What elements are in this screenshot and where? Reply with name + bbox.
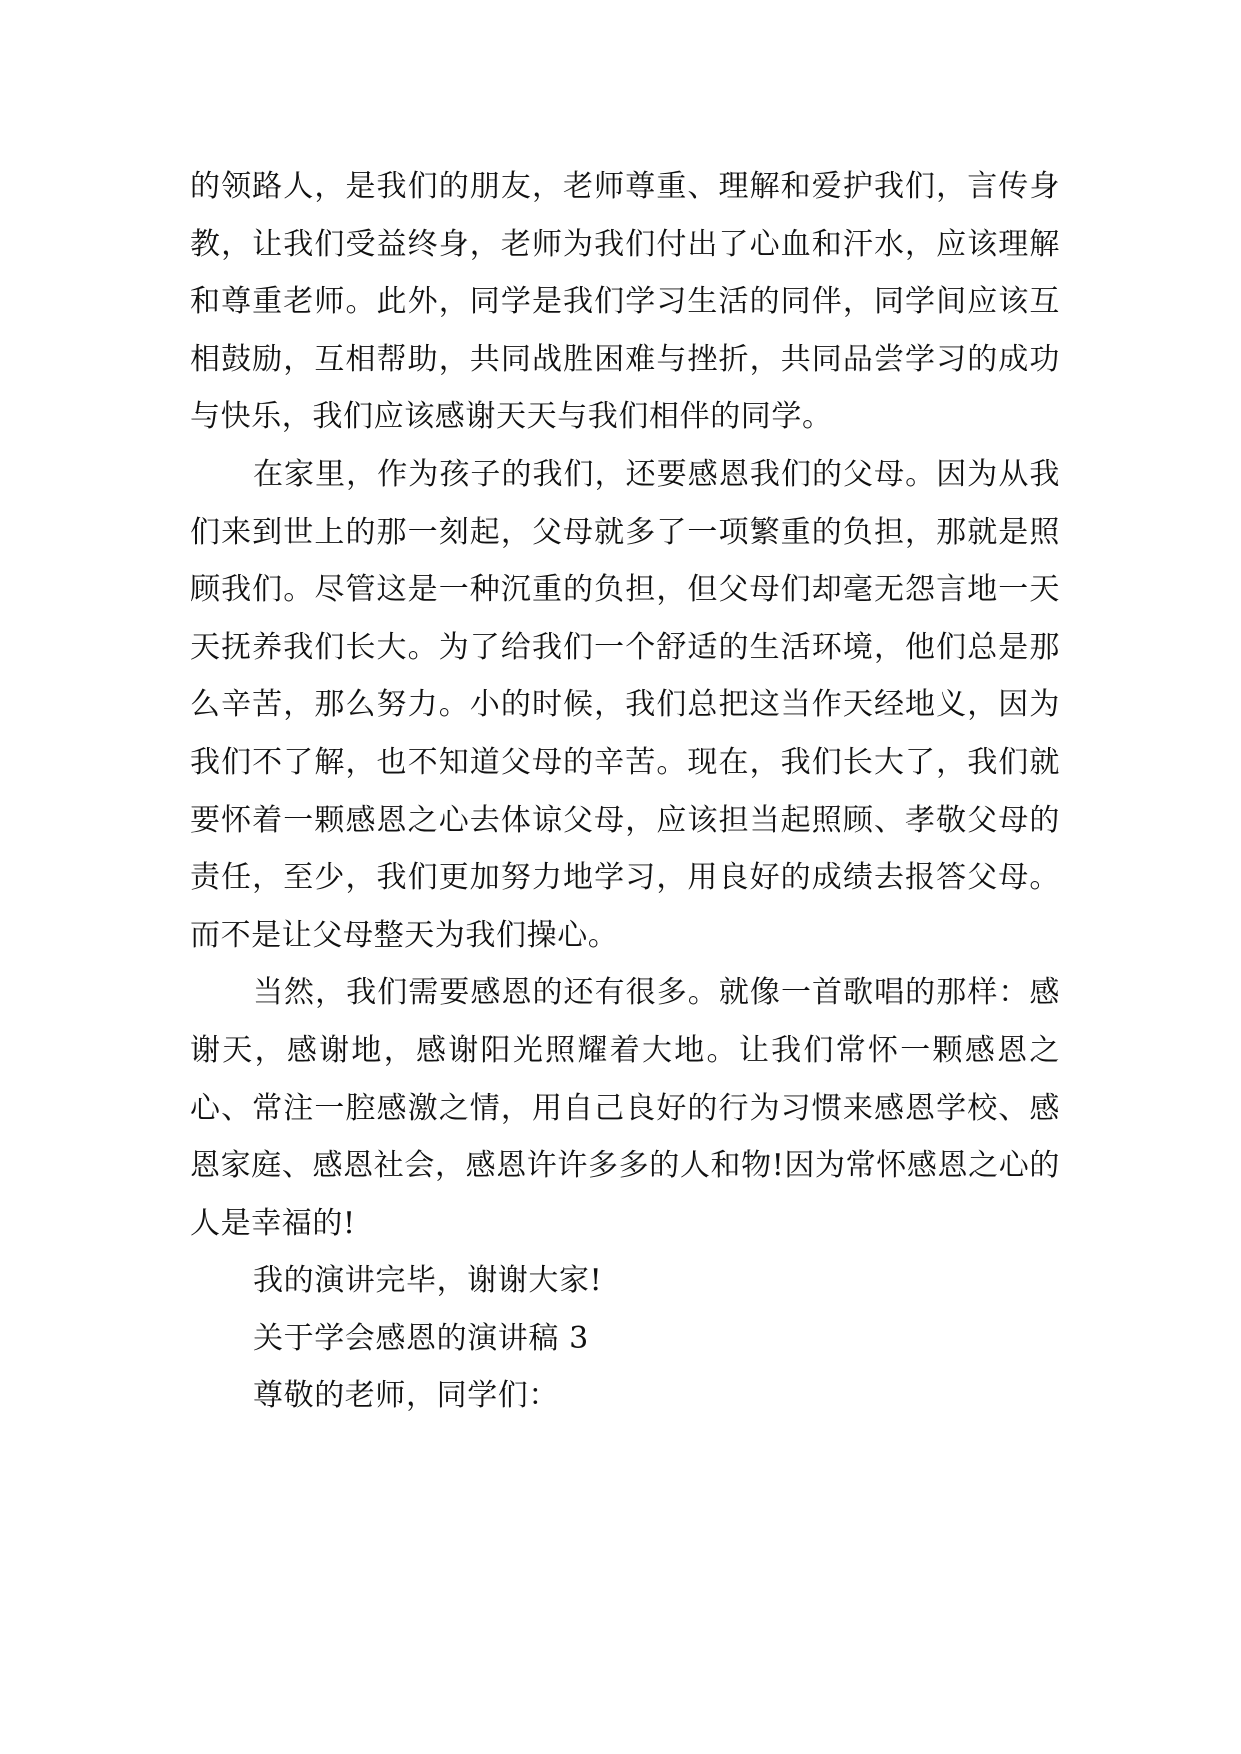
paragraph-parents: 在家里，作为孩子的我们，还要感恩我们的父母。因为从我们来到世上的那一刻起，父母就多了一项繁重的负担，那就是照顾我们。尽管这是一种沉重的负担，但父母们却毫无怨言地一天天抚养我们长大。为了给我们一个舒适的生活环境，他们总是那么辛苦，那么努力。小的时候，我们总把这当作天经地义，因为我们不了解，也不知道父母的辛苦。现在，我们长大了，我们就要怀着一颗感恩之心去体谅父母，应该担当起照顾、孝敬父母的责任，至少，我们更加努力地学习，用良好的成绩去报答父母。而不是让父母整天为我们操心。	[190, 456, 1060, 953]
section-title: 关于学会感恩的演讲稿 3	[253, 1320, 589, 1356]
document-body	[190, 158, 1060, 1425]
paragraph-teachers-classmates: 的领路人，是我们的朋友，老师尊重、理解和爱护我们，言传身教，让我们受益终身，老师为我们付出了心血和汗水，应该理解和尊重老师。此外，同学是我们学习生活的同伴，同学间应该互相鼓励，互相帮助，共同战胜困难与挫折，共同品尝学习的成功与快乐，我们应该感谢天天与我们相伴的同学。	[190, 169, 1060, 435]
salutation: 尊敬的老师，同学们：	[253, 1378, 559, 1414]
closing-line: 我的演讲完毕，谢谢大家!	[253, 1263, 603, 1299]
paragraph-gratitude: 当然，我们需要感恩的还有很多。就像一首歌唱的那样：感谢天，感谢地，感谢阳光照耀着大地。让我们常怀一颗感恩之心、常注一腔感激之情，用自己良好的行为习惯来感恩学校、感恩家庭、感恩社会，感恩许许多多的人和物!因为常怀感恩之心的人是幸福的!	[190, 975, 1060, 1241]
